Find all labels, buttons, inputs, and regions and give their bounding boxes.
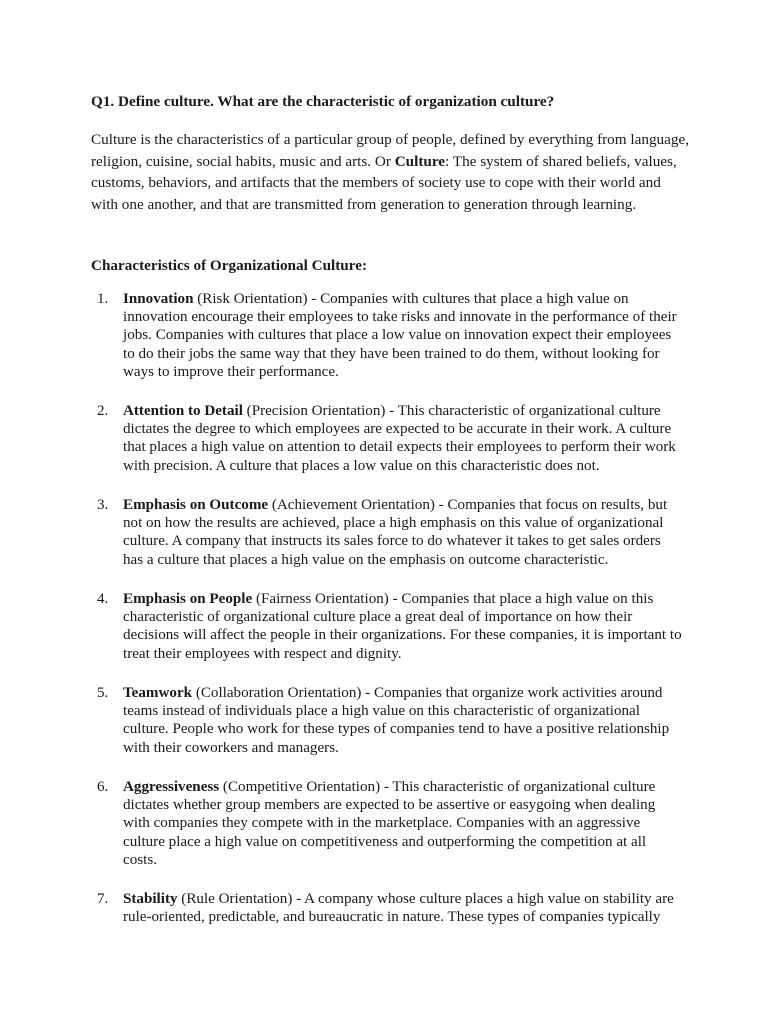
intro-bold-term: Culture <box>394 152 446 170</box>
intro-text-1: Culture is the characteristics of a particular group of people, defined by everything from language, religion, cuisine, social habits, music and arts. Or <box>91 131 690 170</box>
list-item-term: Teamwork <box>123 685 193 701</box>
list-item <box>97 290 683 381</box>
list-item-term: Emphasis on People <box>123 591 253 607</box>
intro-text-2: : The system of shared beliefs, values, customs, behaviors, and artifacts that the members of society use to cope with their world and with one another, and that are transmitted from generation to generation through learning. <box>91 152 677 213</box>
question-heading: Q1. Define culture. What are the characteristic of organization culture? <box>91 93 555 110</box>
list-item-text: (Collaboration Orientation) - Companies that organize work activities around teams instead of individuals place a high value on this characteristic of organizational culture. People who work for these types of companies tend to have a positive relationship with their coworkers and managers. <box>123 685 670 756</box>
list-item-text: (Achievement Orientation) - Companies that focus on results, but not on how the results are achieved, place a high emphasis on this value of organizational culture. A company that instructs its sales force to do whatever it takes to get sales orders has a culture that places a high value on the emphasis on outcome characteristic. <box>123 497 668 568</box>
section-heading: Characteristics of Organizational Culture: <box>91 257 367 274</box>
list-item-number: 2. <box>97 403 109 419</box>
list-item-number: 5. <box>97 685 109 701</box>
list-item-text: (Precision Orientation) - This characteristic of organizational culture dictates the degree to which employees are expected to be accurate in their work. A culture that places a high value on attention to detail expects their employees to perform their work with precision. A culture that places a low value on this characteristic does not. <box>123 403 676 474</box>
list-item-text: (Fairness Orientation) - Companies that place a high value on this characteristic of organizational culture place a great deal of importance on how their decisions will affect the people in their organizations. For these companies, it is important to treat their employees with respect and dignity. <box>123 591 682 662</box>
list-item-number: 4. <box>97 591 109 607</box>
list-item-number: 7. <box>97 891 109 907</box>
list-item-term: Attention to Detail <box>123 403 243 419</box>
list-item-number: 6. <box>97 779 109 795</box>
list-item <box>97 496 683 569</box>
list-item <box>97 402 683 475</box>
intro-paragraph <box>91 129 691 215</box>
list-item-term: Aggressiveness <box>123 779 220 795</box>
list-item-term: Stability <box>123 891 178 907</box>
list-item <box>97 590 683 663</box>
list-item <box>97 684 683 757</box>
list-item-number: 1. <box>97 291 109 307</box>
list-item-text: (Rule Orientation) - A company whose culture places a high value on stability are rule-oriented, predictable, and bureaucratic in nature. These types of companies typically <box>123 891 674 926</box>
list-item <box>97 778 683 869</box>
list-item-text: (Competitive Orientation) - This characteristic of organizational culture dictates whether group members are expected to be assertive or easygoing when dealing with companies they compete with in the marketplace. Companies with an aggressive culture place a high value on competitiveness and outperforming the competition at all costs. <box>123 779 656 868</box>
list-item-number: 3. <box>97 497 109 513</box>
list-item-term: Emphasis on Outcome <box>123 497 269 513</box>
list-item-text: (Risk Orientation) - Companies with cultures that place a high value on innovation encourage their employees to take risks and innovate in the performance of their jobs. Companies with cultures that place a low value on innovation expect their employees to do their jobs the same way that they have been trained to do them, without looking for ways to improve their performance. <box>123 291 677 380</box>
list-item-term: Innovation <box>123 291 194 307</box>
list-item <box>97 890 683 926</box>
